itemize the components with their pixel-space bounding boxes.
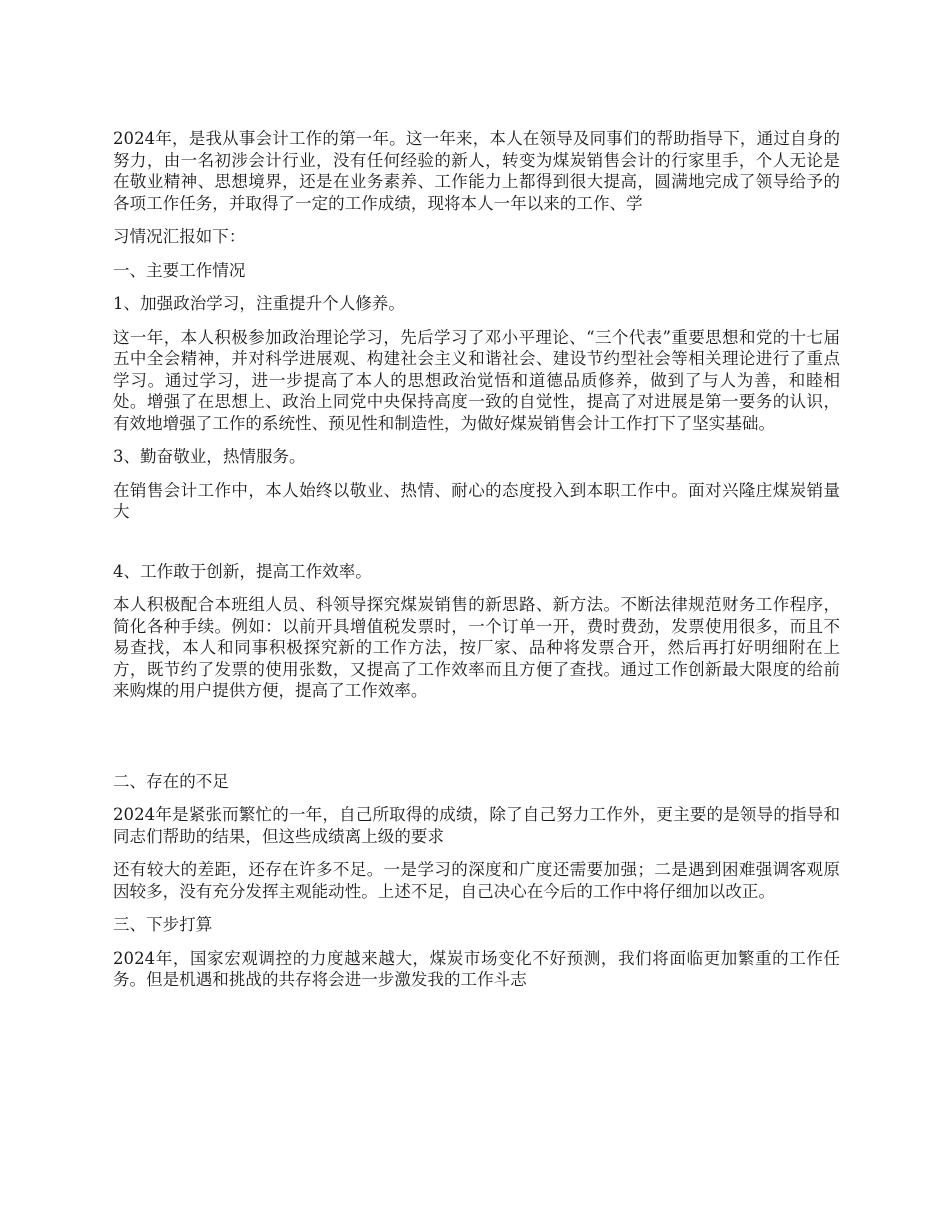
diligence-paragraph: 在销售会计工作中，本人始终以敬业、热情、耐心的态度投入到本职工作中。面对兴隆庄煤炭销量大 — [113, 480, 840, 521]
section-heading-main-work: 一、主要工作情况 — [113, 260, 246, 280]
subheading-political-study: 1、加强政治学习，注重提升个人修养。 — [113, 294, 405, 313]
blank-space — [113, 535, 840, 561]
document-body — [113, 128, 840, 1003]
subheading-diligence: 3、勤奋敬业，热情服务。 — [113, 447, 306, 466]
intro-paragraph: 2024年，是我从事会计工作的第一年。这一年来，本人在领导及同事们的帮助指导下，通过自身的努力，由一名初涉会计行业，没有任何经验的新人，转变为煤炭销售会计的行家里手，个人无论是在敬业精神、思想境界，还是在业务素养、工作能力上都得到很大提高，圆满地完成了领导给予的各项工作任务，并取得了一定的工作成绩，现将本人一年以来的工作、学 — [113, 129, 840, 213]
section-heading-next-steps: 三、下步打算 — [113, 915, 213, 934]
intro-continuation: 习情况汇报如下： — [113, 227, 246, 246]
shortcomings-paragraph: 2024年是紧张而繁忙的一年，自己所取得的成绩，除了自己努力工作外，更主要的是领导的指导和同志们帮助的结果，但这些成绩离上级的要求 — [113, 805, 840, 846]
innovation-paragraph: 本人积极配合本班组人员、科领导探究煤炭销售的新思路、新方法。不断法律规范财务工作程序，简化各种手续。例如：以前开具增值税发票时，一个订单一开，费时费劲，发票使用很多，而且不易查找，本人和同事积极探究新的工作方法，按厂家、品种将发票合开，然后再打好明细附在上方，既节约了发票的使用张数，又提高了工作效率而且方便了查找。通过工作创新最大限度的给前来购煤的用户提供方便，提高了工作效率。 — [113, 595, 840, 700]
shortcomings-continuation: 还有较大的差距，还存在许多不足。一是学习的深度和广度还需要加强；二是遇到困难强调客观原因较多，没有充分发挥主观能动性。上述不足，自己决心在今后的工作中将仔细加以改正。 — [113, 860, 840, 901]
blank-space — [113, 714, 840, 771]
section-heading-shortcomings: 二、存在的不足 — [113, 771, 229, 791]
next-steps-paragraph: 2024年，国家宏观调控的力度越来越大，煤炭市场变化不好预测，我们将面临更加繁重的工作任务。但是机遇和挑战的共存将会进一步激发我的工作斗志 — [113, 948, 840, 989]
political-study-paragraph: 这一年，本人积极参加政治理论学习，先后学习了邓小平理论、“三个代表”重要思想和党的十七届五中全会精神，并对科学进展观、构建社会主义和谐社会、建设节约型社会等相关理论进行了重点学习。通过学习，进一步提高了本人的思想政治觉悟和道德品质修养，做到了与人为善，和睦相处。增强了在思想上、政治上同党中央保持高度一致的自觉性，提高了对进展是第一要务的认识，有效地增强了工作的系统性、预见性和制造性，为做好煤炭销售会计工作打下了坚实基础。 — [113, 327, 840, 433]
subheading-innovation: 4、工作敢于创新，提高工作效率。 — [113, 561, 372, 581]
